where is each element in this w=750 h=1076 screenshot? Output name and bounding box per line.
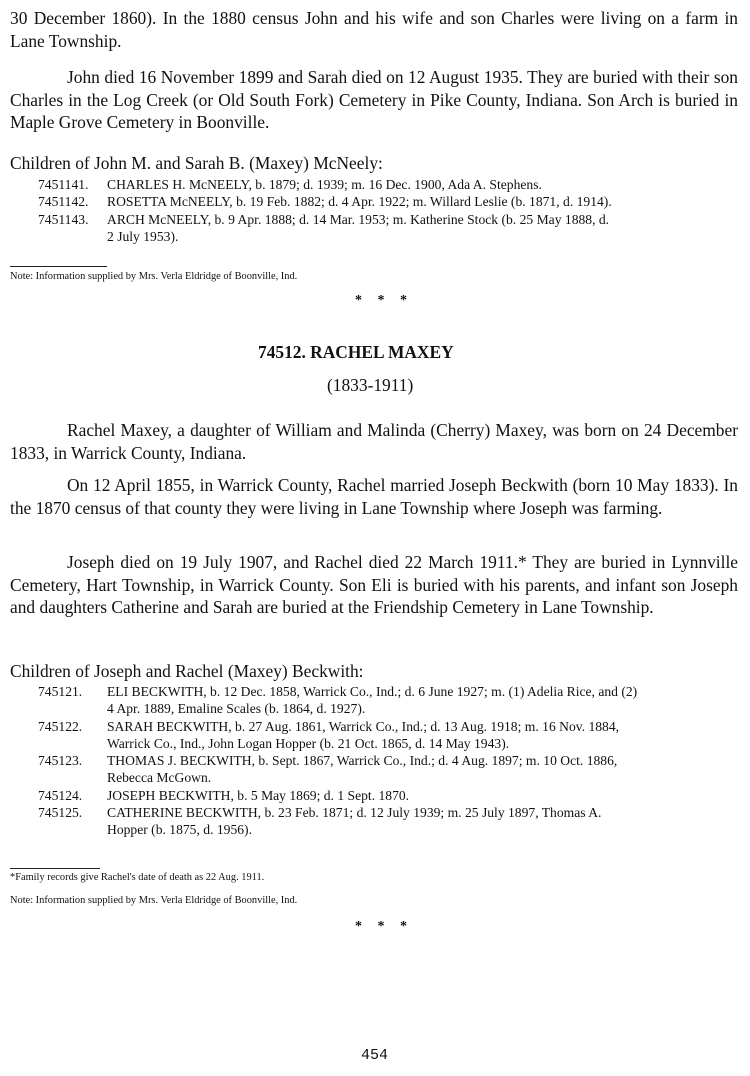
children-list-beckwith — [38, 683, 738, 839]
child-entry — [38, 193, 738, 210]
child-number: 7451143. — [38, 211, 89, 227]
child-entry — [38, 804, 738, 839]
child-text: ROSETTA McNEELY, b. 19 Feb. 1882; d. 4 Apr. 1922; m. Willard Leslie (b. 1871, d. 1914). — [107, 194, 612, 210]
child-entry — [38, 211, 738, 246]
children-heading-mcneely: Children of John M. and Sarah B. (Maxey) McNeely: — [10, 153, 383, 173]
child-number: 745124. — [38, 787, 83, 803]
intro-paragraph: 30 December 1860). In the 1880 census John and his wife and son Charles were living on a farm in Lane Township. — [10, 8, 738, 51]
child-number: 7451142. — [38, 194, 89, 210]
child-entry — [38, 752, 738, 787]
child-entry — [38, 787, 738, 804]
child-entry — [38, 176, 738, 193]
child-text-continued: Hopper (b. 1875, d. 1956). — [107, 822, 252, 838]
section-divider-stars: * * * — [355, 919, 413, 934]
section-divider-stars: * * * — [355, 293, 413, 308]
birth-paragraph: Rachel Maxey, a daughter of William and Malinda (Cherry) Maxey, was born on 24 December 1833, in Warrick County, Indiana. — [10, 420, 738, 463]
child-text: CATHERINE BECKWITH, b. 23 Feb. 1871; d. 12 July 1939; m. 25 July 1897, Thomas A. — [107, 805, 602, 821]
child-text-continued: 2 July 1953). — [107, 228, 179, 244]
child-text: THOMAS J. BECKWITH, b. Sept. 1867, Warrick Co., Ind.; d. 4 Aug. 1897; m. 10 Oct. 1886, — [107, 753, 618, 769]
child-number: 745121. — [38, 684, 83, 699]
death-burial-paragraph: Joseph died on 19 July 1907, and Rachel died 22 March 1911.* They are buried in Lynnville Cemetery, Hart Township, in Warrick County. Son Eli is buried with his parents, and infant son Joseph and daughters Catherine and Sarah are buried at the Friendship Cemetery in Lane Township. — [10, 552, 738, 617]
note-rule — [10, 266, 107, 267]
footnote-rule — [10, 868, 100, 869]
page-number: 454 — [361, 1047, 389, 1064]
child-text: SARAH BECKWITH, b. 27 Aug. 1861, Warrick Co., Ind.; d. 13 Aug. 1918; m. 16 Nov. 1884, — [107, 718, 620, 734]
source-note: Note: Information supplied by Mrs. Verla Eldridge of Boonville, Ind. — [10, 895, 298, 906]
section-title: 74512. RACHEL MAXEY — [258, 342, 454, 362]
section-dates: (1833-1911) — [327, 375, 414, 395]
child-text: CHARLES H. McNEELY, b. 1879; d. 1939; m. 16 Dec. 1900, Ada A. Stephens. — [107, 177, 542, 192]
child-text-continued: Warrick Co., Ind., John Logan Hopper (b. 21 Oct. 1865, d. 14 May 1943). — [107, 735, 510, 751]
child-text: JOSEPH BECKWITH, b. 5 May 1869; d. 1 Sept. 1870. — [107, 787, 410, 803]
child-number: 745123. — [38, 753, 83, 769]
child-number: 7451141. — [38, 177, 89, 192]
children-heading-beckwith: Children of Joseph and Rachel (Maxey) Beckwith: — [10, 661, 364, 681]
child-entry — [38, 683, 738, 718]
source-note: Note: Information supplied by Mrs. Verla Eldridge of Boonville, Ind. — [10, 271, 298, 282]
footnote: *Family records give Rachel's date of death as 22 Aug. 1911. — [10, 872, 265, 883]
marriage-paragraph: On 12 April 1855, in Warrick County, Rachel married Joseph Beckwith (born 10 May 1833). In the 1870 census of that county they were living in Lane Township where Joseph was farming. — [10, 475, 738, 518]
child-text-continued: Rebecca McGown. — [107, 770, 212, 786]
child-text: ARCH McNEELY, b. 9 Apr. 1888; d. 14 Mar. 1953; m. Katherine Stock (b. 25 May 1888, d. — [107, 211, 610, 227]
child-text-continued: 4 Apr. 1889, Emaline Scales (b. 1864, d. 1927). — [107, 701, 366, 717]
child-text: ELI BECKWITH, b. 12 Dec. 1858, Warrick Co., Ind.; d. 6 June 1927; m. (1) Adelia Rice, and (2) — [107, 684, 638, 699]
child-number: 745125. — [38, 805, 83, 821]
death-burial-paragraph: John died 16 November 1899 and Sarah died on 12 August 1935. They are buried with their son Charles in the Log Creek (or Old South Fork) Cemetery in Pike County, Indiana. Son Arch is buried in Maple Grove Cemetery in Boonville. — [10, 67, 738, 132]
child-entry — [38, 718, 738, 753]
children-list-mcneely — [38, 176, 738, 245]
child-number: 745122. — [38, 718, 83, 734]
